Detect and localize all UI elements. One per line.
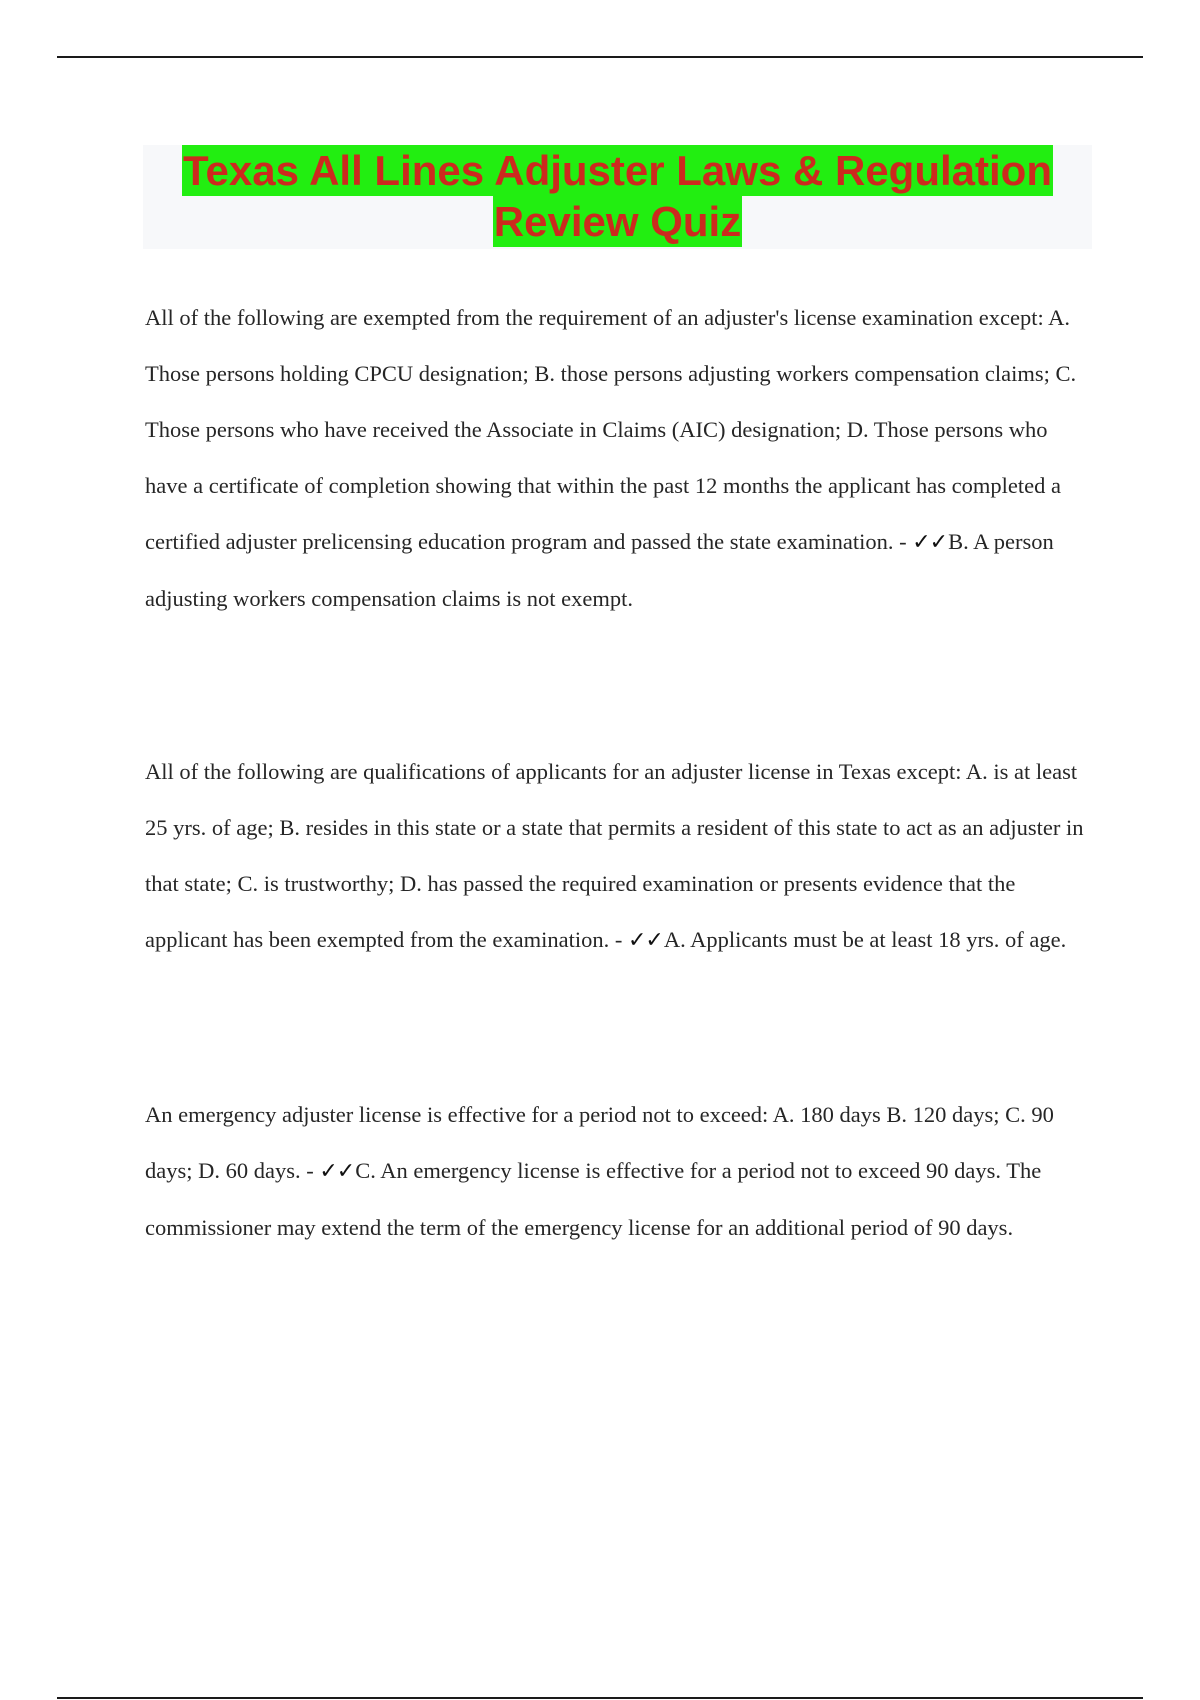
answer-1-text: B. A person adjusting workers compensation claims is not exempt.	[145, 529, 1054, 611]
question-1	[145, 290, 1090, 627]
question-3	[145, 1087, 1090, 1256]
question-1-text: All of the following are exempted from the requirement of an adjuster's license examination except: A. Those persons holding CPCU designation; B. those persons adjusting workers compensation claims; C. Those persons who have received the Associate in Claims (AIC) designation; D. Those persons who have a certificate of completion showing that within the past 12 months the applicant has completed a certified adjuster prelicensing education program and passed the state examination. -	[145, 305, 1077, 554]
top-rule	[57, 56, 1143, 58]
bottom-rule	[57, 1697, 1143, 1699]
question-2-text: All of the following are qualifications of applicants for an adjuster license in Texas except: A. is at least 25 yrs. of age; B. resides in this state or a state that permits a resident of this state to act as an adjuster in that state; C. is trustworthy; D. has passed the required examination or presents evidence that the applicant has been exempted from the examination. -	[145, 759, 1084, 952]
title-line-2: Review Quiz	[493, 198, 742, 245]
question-3-text: An emergency adjuster license is effective for a period not to exceed: A. 180 days B. 120 days; C. 90 days; D. 60 days. -	[145, 1102, 1054, 1183]
double-check-icon: ✓✓	[319, 1159, 355, 1184]
double-check-icon: ✓✓	[627, 928, 663, 953]
double-check-icon: ✓✓	[912, 530, 948, 555]
answer-2-text: A. Applicants must be at least 18 yrs. of age.	[663, 927, 1067, 952]
title-line-1: Texas All Lines Adjuster Laws & Regulation	[183, 147, 1052, 194]
question-2	[145, 744, 1090, 969]
page-title	[143, 145, 1092, 249]
answer-3-text: C. An emergency license is effective for a period not to exceed 90 days. The commissioner may extend the term of the emergency license for an additional period of 90 days.	[145, 1158, 1042, 1240]
